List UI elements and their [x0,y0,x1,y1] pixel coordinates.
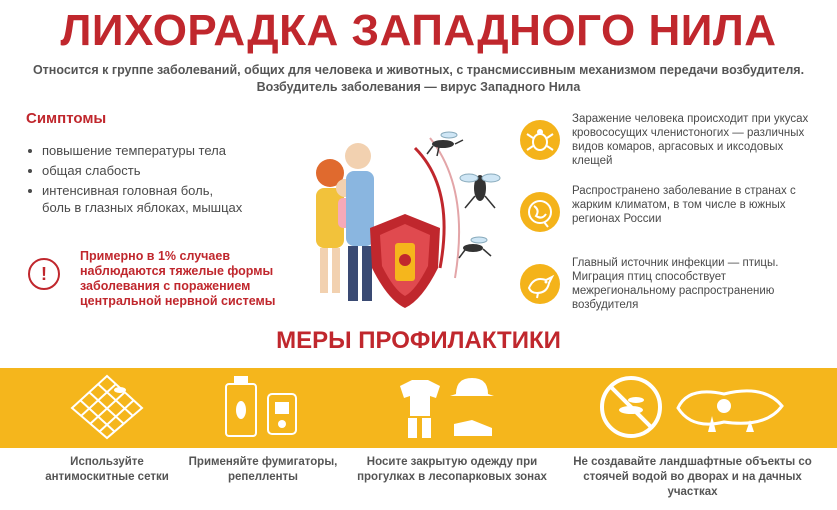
globe-icon [520,192,560,232]
facts-list [520,112,820,328]
closed-clothing-icon [392,372,502,442]
page-title: ЛИХОРАДКА ЗАПАДНОГО НИЛА [60,6,777,55]
fact-item [520,256,820,318]
no-standing-water-icon [596,372,796,442]
symptoms-list [26,142,276,219]
prevention-captions [0,455,837,498]
mosquito-icon [455,232,495,262]
prevention-caption: Носите закрытую одежду при прогулках в лесопарковых зонах [357,456,547,483]
prevention-caption: Не создавайте ландшафтные объекты со стоячей водой во дворах и на дачных участках [573,456,812,498]
subtitle [0,62,837,96]
subtitle-line-2: Возбудитель заболевания — вирус Западного Нила [256,80,581,94]
symptom-item: повышение температуры тела [26,142,276,159]
prevention-caption: Используйте антимоскитные сетки [45,456,169,483]
fact-item [520,112,820,174]
fact-text: Главный источник инфекции — птицы. Миграция птиц способствует межрегиональному распространению возбудителя [572,257,779,311]
fact-text: Заражение человека происходит при укусах кровососущих членистоногих — различных видов комаров, аргасовых и иксодовых клещей [572,113,809,167]
fumigator-icon [218,372,308,442]
mosquito-net-icon [62,372,152,442]
tick-icon [520,120,560,160]
fact-item [520,184,820,246]
mosquito-icon [425,126,465,158]
family-shield-illustration [290,118,515,318]
warning-icon: ! [28,258,60,290]
symptom-item: общая слабость [26,162,276,179]
prevention-caption: Применяйте фумигаторы, репелленты [188,456,338,483]
symptoms-heading: Симптомы [26,110,107,127]
warning-text: Примерно в 1% случаев наблюдаются тяжелые формы заболевания с поражением центральной нервной системы [80,249,276,308]
prevention-heading: МЕРЫ ПРОФИЛАКТИКИ [276,327,561,354]
fact-text: Распространено заболевание в странах с жарким климатом, в том числе в южных регионах России [572,185,796,225]
bird-icon [520,264,560,304]
symptom-item: интенсивная головная боль, боль в глазных яблоках, мышцах [26,182,276,216]
subtitle-line-1: Относится к группе заболеваний, общих для человека и животных, с трансмиссивным механизмом передачи возбудителя. [32,63,805,77]
mosquito-icon [455,162,505,212]
